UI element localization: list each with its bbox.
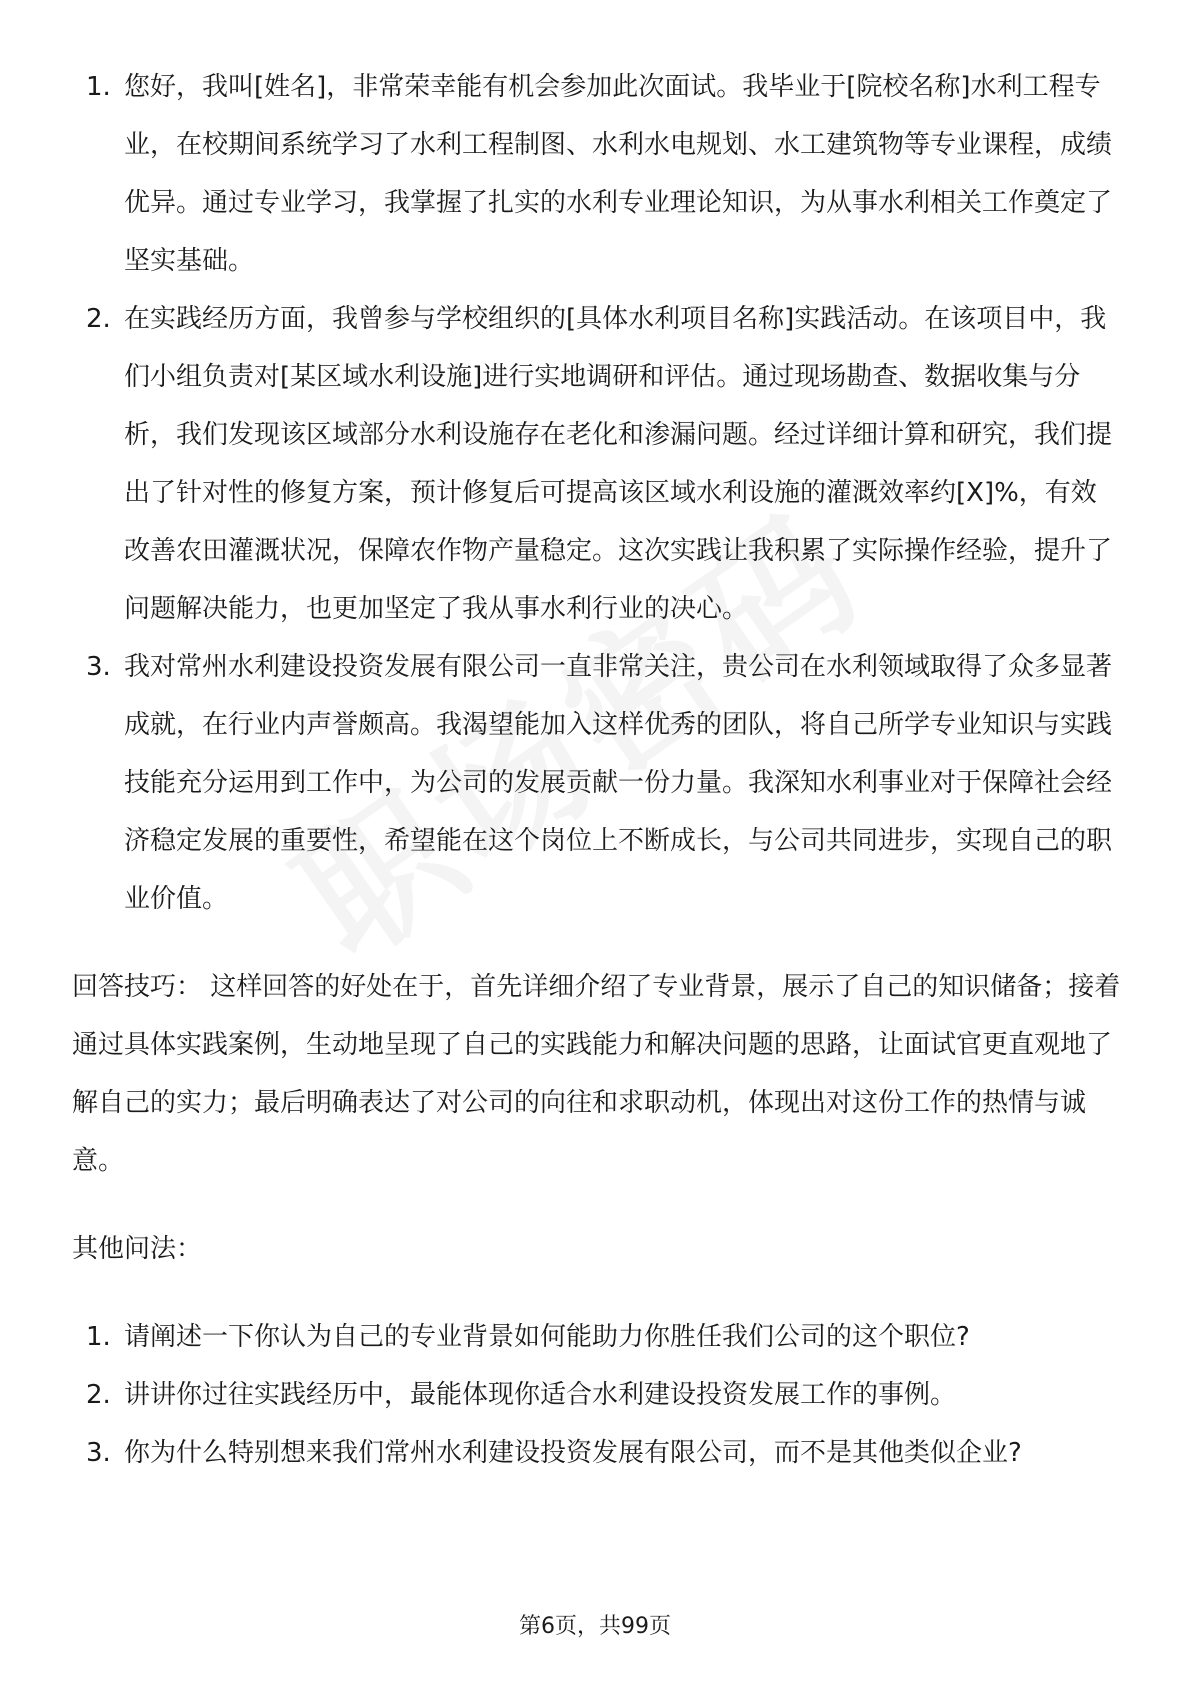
- question-text: 你为什么特别想来我们常州水利建设投资发展有限公司，而不是其他类似企业?: [124, 1438, 1022, 1468]
- list-number: 2.: [86, 304, 111, 334]
- other-questions-list: [72, 1308, 1122, 1482]
- other-questions-heading: 其他问法：: [72, 1234, 203, 1264]
- tips-text: 这样回答的好处在于，首先详细介绍了专业背景，展示了自己的知识储备；接着通过具体实践案例，生动地呈现了自己的实践能力和解决问题的思路，让面试官更直观地了解自己的实力；最后明确表达了对公司的向往和求职动机，体现出对这份工作的热情与诚意。: [72, 972, 1121, 1176]
- answer-list: [72, 58, 1122, 928]
- list-number: 1.: [86, 72, 111, 102]
- other-question-3: [72, 1424, 1122, 1482]
- answer-item-1: [72, 58, 1122, 290]
- other-question-1: [72, 1308, 1122, 1366]
- answer-tips: [72, 958, 1122, 1190]
- answer-item-2: [72, 290, 1122, 638]
- list-number: 3.: [86, 1438, 111, 1468]
- answer-item-3: [72, 638, 1122, 928]
- other-question-2: [72, 1366, 1122, 1424]
- list-number: 2.: [86, 1380, 111, 1410]
- answer-text: 在实践经历方面，我曾参与学校组织的[具体水利项目名称]实践活动。在该项目中，我们小组负责对[某区域水利设施]进行实地调研和评估。通过现场勘查、数据收集与分析，我们发现该区域部分水利设施存在老化和渗漏问题。经过详细计算和研究，我们提出了针对性的修复方案，预计修复后可提高该区域水利设施的灌溉效率约[X]%，有效改善农田灌溉状况，保障农作物产量稳定。这次实践让我积累了实际操作经验，提升了问题解决能力，也更加坚定了我从事水利行业的决心。: [124, 304, 1113, 624]
- list-number: 3.: [86, 652, 111, 682]
- page-number-footer: 第6页，共99页: [519, 1614, 671, 1639]
- question-text: 请阐述一下你认为自己的专业背景如何能助力你胜任我们公司的这个职位?: [124, 1322, 970, 1352]
- list-number: 1.: [86, 1322, 111, 1352]
- question-text: 讲讲你过往实践经历中，最能体现你适合水利建设投资发展工作的事例。: [124, 1380, 957, 1410]
- tips-label: 回答技巧：: [72, 972, 203, 1002]
- page-content: [72, 58, 1122, 1482]
- answer-text: 您好，我叫[姓名]，非常荣幸能有机会参加此次面试。我毕业于[院校名称]水利工程专业，在校期间系统学习了水利工程制图、水利水电规划、水工建筑物等专业课程，成绩优异。通过专业学习，我掌握了扎实的水利专业理论知识，为从事水利相关工作奠定了坚实基础。: [124, 72, 1113, 276]
- answer-text: 我对常州水利建设投资发展有限公司一直非常关注，贵公司在水利领域取得了众多显著成就，在行业内声誉颇高。我渴望能加入这样优秀的团队，将自己所学专业知识与实践技能充分运用到工作中，为公司的发展贡献一份力量。我深知水利事业对于保障社会经济稳定发展的重要性，希望能在这个岗位上不断成长，与公司共同进步，实现自己的职业价值。: [124, 652, 1113, 914]
